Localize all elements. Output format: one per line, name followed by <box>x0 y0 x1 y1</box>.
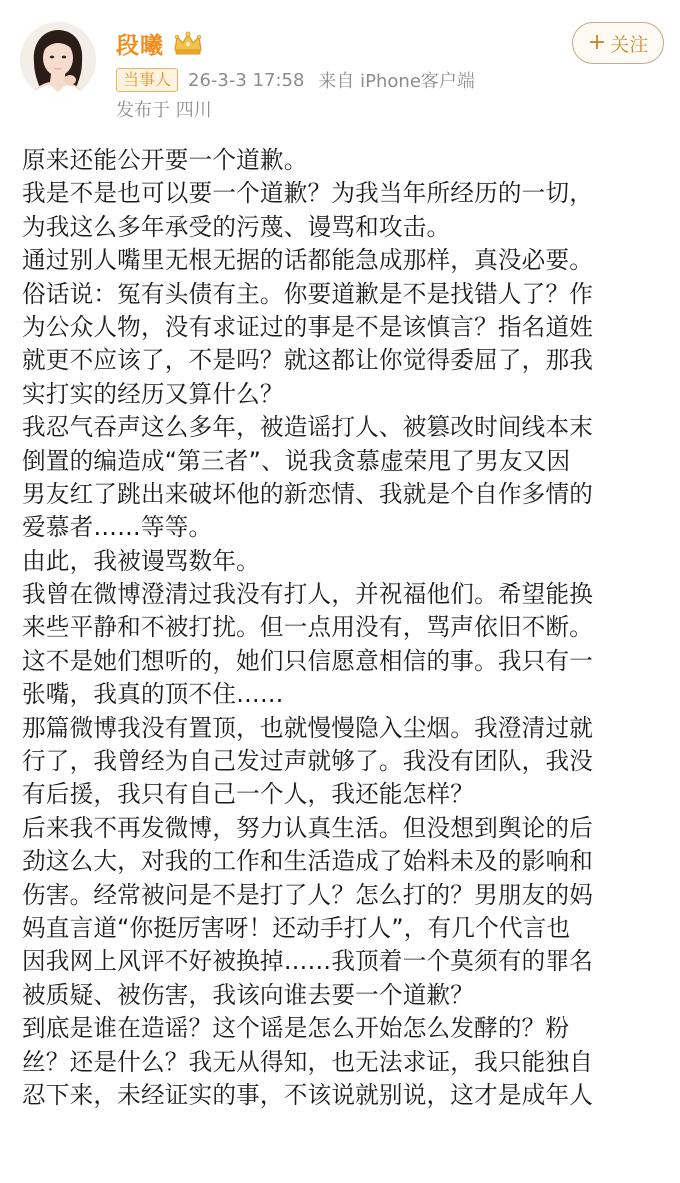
post-text-line: 丝？还是什么？我无从得知，也无法求证，我只能独自 <box>22 1047 594 1076</box>
post-text-line: 因我网上风评不好被换掉……我顶着一个莫须有的罪名 <box>22 947 594 976</box>
post-text-line: 我忍气吞声这么多年，被造谣打人、被篡改时间线本末 <box>22 413 594 442</box>
post-location: 发布于 四川 <box>116 100 212 121</box>
post-text-line: 来些平静和不被打扰。但一点用没有，骂声依旧不断。 <box>22 613 594 642</box>
post-text-line: 就更不应该了，不是吗？就这都让你觉得委屈了，那我 <box>22 346 594 375</box>
post-text-line: 由此，我被谩骂数年。 <box>22 546 260 575</box>
post-text-line: 行了，我曾经为自己发过声就够了。我没有团队，我没 <box>22 747 594 776</box>
plus-icon: + <box>587 30 607 55</box>
follow-label: 关注 <box>610 33 649 56</box>
post-text-line: 男友红了跳出来破坏他的新恋情、我就是个自作多情的 <box>22 479 594 508</box>
name-row <box>116 26 204 60</box>
post-text-line: 实打实的经历又算什么？ <box>22 379 284 408</box>
post-source: 来自 iPhone客户端 <box>318 71 475 92</box>
post-text-line: 爱慕者……等等。 <box>22 513 213 542</box>
post-header <box>0 0 680 140</box>
avatar[interactable] <box>20 22 96 98</box>
post-text-line: 忍下来，未经证实的事，不该说就别说，这才是成年人 <box>22 1080 594 1109</box>
post-text-line: 后来我不再发微博，努力认真生活。但没想到舆论的后 <box>22 813 594 842</box>
post-text-line: 俗话说：冤有头债有主。你要道歉是不是找错人了？作 <box>22 279 594 308</box>
post-text-line: 张嘴，我真的顶不住…… <box>22 680 284 709</box>
post-text-line: 到底是谁在造谣？这个谣是怎么开始怎么发酵的？粉 <box>22 1014 570 1043</box>
meta-row <box>116 66 475 94</box>
post-text-line: 那篇微博我没有置顶，也就慢慢隐入尘烟。我澄清过就 <box>22 713 594 742</box>
post-text-line: 妈直言道“你挺厉害呀！还动手打人”，有几个代言也 <box>22 913 571 942</box>
post-text-line: 我是不是也可以要一个道歉？为我当年所经历的一切， <box>22 179 594 208</box>
post-text-line: 有后援，我只有自己一个人，我还能怎样？ <box>22 780 475 809</box>
role-badge: 当事人 <box>116 68 178 92</box>
post-text-line: 这不是她们想听的，她们只信愿意相信的事。我只有一 <box>22 646 594 675</box>
post-content <box>22 144 672 1112</box>
post-time[interactable]: 26-3-3 17:58 <box>188 69 305 91</box>
user-name[interactable]: 段曦 <box>116 32 164 59</box>
post-text-line: 劲这么大，对我的工作和生活造成了始料未及的影响和 <box>22 847 594 876</box>
post-text-line: 伤害。经常被问是不是打了人？怎么打的？男朋友的妈 <box>22 880 594 909</box>
post-text-line: 被质疑、被伤害，我该向谁去要一个道歉？ <box>22 980 475 1009</box>
crown-icon <box>172 30 204 56</box>
post-text-line: 为公众人物，没有求证过的事是不是该慎言？指名道姓 <box>22 312 594 341</box>
post-text-line: 倒置的编造成“第三者”、说我贪慕虚荣甩了男友又因 <box>22 446 571 475</box>
post-text-line: 通过别人嘴里无根无据的话都能急成那样，真没必要。 <box>22 246 594 275</box>
post-text-line: 我曾在微博澄清过我没有打人，并祝福他们。希望能换 <box>22 580 594 609</box>
follow-button[interactable] <box>572 22 664 64</box>
post-text-line: 为我这么多年承受的污蔑、谩骂和攻击。 <box>22 212 451 241</box>
post-text-line: 原来还能公开要一个道歉。 <box>22 146 308 174</box>
